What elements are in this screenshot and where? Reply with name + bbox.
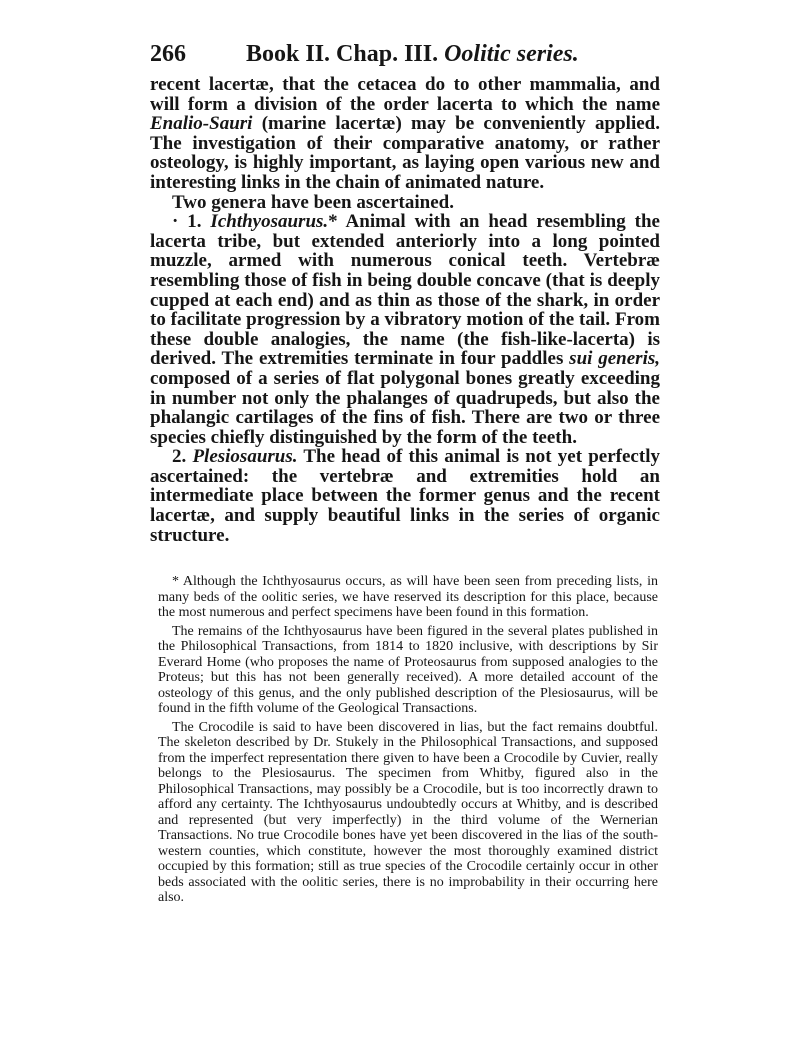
page-number: 266 [150,41,186,67]
series-title: Oolitic series. [444,41,579,67]
paragraph-text: The head of this animal is not yet perfectly ascertained: the vertebræ and extremities hold an intermediate place between the former genus and the recent lacertæ, and supply beautiful links in the series of organic structure. [150,446,660,546]
paragraph-plesiosaurus [150,447,660,545]
paragraph-text: composed of a series of flat polygonal bones greatly exceeding in number not only the phalanges of quadrupeds, but also the phalangic cartilages of the fins of fish. There are two or three species chiefly distinguished by the form of the teeth. [150,367,660,448]
paragraph-enalio-sauri [150,75,660,193]
footnote-2: The remains of the Ichthyosaurus have been figured in the several plates published in the Philosophical Transactions, from 1814 to 1820 inclusive, with descriptions by Sir Everard Home (who proposes the name of Proteosaurus from supposed analogies to the Proteus; but this has not been generally received). A more detailed account of the osteology of this genus, and the only published description of the Plesiosaurus, will be found in the fifth volume of the Geological Transactions. [158,623,658,716]
footnotes [158,574,658,906]
paragraph-text: (marine lacertæ) may be conveniently applied. The investigation of their comparative anatomy, or rather osteology, is highly important, as laying open various new and interesting links in the chain of animated nature. [150,113,660,193]
item-number: 2. [172,446,187,468]
paragraph-ichthyosaurus [150,212,660,447]
main-text [150,75,660,545]
paragraph-text: recent lacertæ, that the cetacea do to other mammalia, and will form a division of the order lacerta to which the name [150,74,660,115]
term-enalio-sauri: Enalio-Sauri [150,113,253,135]
item-number: · 1. [172,211,202,233]
genus-name-ichthyosaurus: Ichthyosaurus. [210,211,329,233]
running-header [150,40,660,68]
term-sui-generis: sui generis, [569,348,660,370]
paragraph-genera: Two genera have been ascertained. [172,191,454,213]
footnote-1: * Although the Ichthyosaurus occurs, as will have been seen from preceding lists, in many beds of the oolitic series, we have reserved its description for this place, because the most numerous and perfect specimens have been found in this formation. [158,574,658,620]
paragraph-text: * Animal with an head resembling the lacerta tribe, but extended anteriorly into a long pointed muzzle, armed with numerous conical teeth. Vertebræ resembling those of fish in being double concave (that is deeply cupped at each end) and as thin as those of the shark, in order to facilitate progression by a vibratory motion of the tail. From these double analogies, the name (the fish-like-lacerta) is derived. The extremities terminate in four paddles [150,211,660,370]
footnote-3: The Crocodile is said to have been discovered in lias, but the fact remains doubtful. The skeleton described by Dr. Stukely in the Philosophical Transactions, and supposed from the imperfect representation there given to have been a Crocodile by Cuvier, really belongs to the Plesiosaurus. The specimen from Whitby, figured also in the Philosophical Transactions, may possibly be a Crocodile, but is too incorrectly drawn to afford any certainty. The Ichthyosaurus undoubtedly occurs at Whitby, and is described and represented (but very imperfectly) in the third volume of the Wernerian Transactions. No true Crocodile bones have yet been discovered in the lias of the south-western counties, which constitute, however the most thoroughly examined district occupied by this formation; still as true species of the Crocodile certainly occur in other beds associated with the oolitic series, there is no improbability in their occurring here also. [158,719,658,905]
book-chapter: Book II. Chap. III. [246,41,439,67]
genus-name-plesiosaurus: Plesiosaurus. [192,446,298,468]
